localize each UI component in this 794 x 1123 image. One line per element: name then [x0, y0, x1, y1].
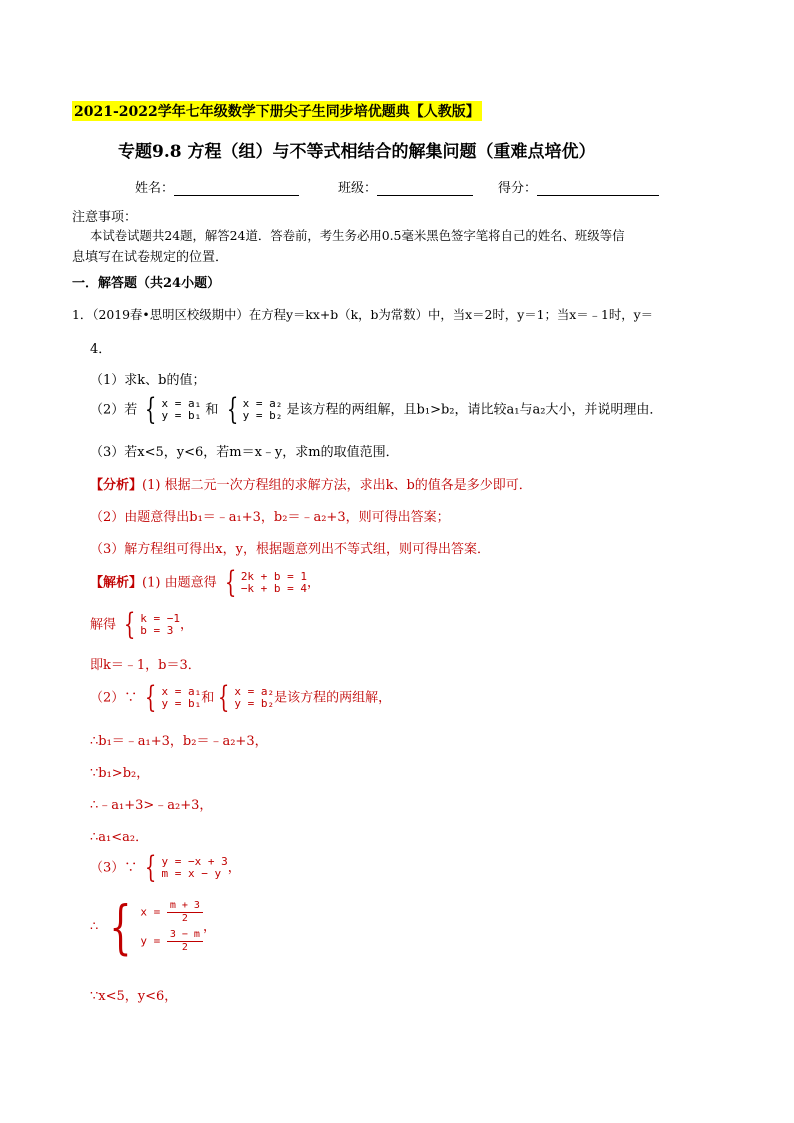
fraction-denominator: 2 [181, 942, 188, 953]
solution-text: (1) 由题意得 [142, 575, 217, 591]
class-field [338, 177, 473, 196]
analysis-line2: （2）由题意得出b₁＝﹣a₁+3，b₂＝﹣a₂+3，则可得出答案； [90, 510, 450, 525]
equation-system: { x = a₂ y = b₂ [226, 392, 283, 427]
q1-part2-prefix: （2）若 [90, 402, 138, 418]
system-row: y = b₁ [161, 409, 202, 422]
equation-system: { x = a₂ y = b₂ [218, 680, 275, 715]
solution-text: ∴ [90, 919, 99, 935]
solution-step9 [90, 850, 241, 885]
analysis-line1 [90, 474, 532, 493]
section-heading: 一．解答题（共24小题） [72, 276, 221, 291]
name-blank [174, 181, 299, 196]
equation-system: { x = a₁ y = b₁ [145, 680, 202, 715]
fraction-row-y [140, 929, 203, 954]
fraction-numerator: 3 − m [167, 929, 203, 942]
q1-part1: （1）求k、b的值； [90, 373, 206, 388]
score-label: 得分： [498, 181, 538, 196]
analysis-text1: (1) 根据二元一次方程组的求解方法，求出k、b的值各是多少即可． [142, 478, 532, 493]
system-row: m = x − y [161, 867, 222, 880]
score-blank [537, 181, 659, 196]
equation-system: { x = a₁ y = b₁ [145, 392, 202, 427]
system-row: −k + b = 4 [240, 582, 308, 595]
equation-system: { y = −x + 3 m = x − y [145, 850, 228, 885]
fraction [167, 929, 203, 954]
fraction-lhs: y = [140, 934, 161, 948]
system-row: 2k + b = 1 [240, 570, 308, 583]
system-row: y = b₁ [161, 697, 202, 710]
fraction-row-x [140, 900, 203, 925]
system-row: k = −1 [140, 612, 180, 625]
notice-heading: 注意事项： [72, 210, 138, 225]
solution-step2 [90, 607, 194, 642]
solution-text: 解得 [90, 617, 117, 633]
page-title: 专题9.8 方程（组）与不等式相结合的解集问题（重难点培优） [118, 142, 596, 162]
notice-line2: 息填写在试卷规定的位置． [72, 250, 229, 265]
solution-text: ， [227, 860, 241, 876]
q1-stem-2: 4． [90, 342, 112, 357]
solution-step11: ∵x<5，y<6， [90, 989, 178, 1004]
q1-stem-1: 1．（2019春•思明区校级期中）在方程y＝kx+b（k，b为常数）中，当x＝2时，y＝1；当x＝﹣1时，y＝ [72, 307, 654, 322]
solution-step7: ∴﹣a₁+3>﹣a₂+3， [90, 798, 213, 813]
system-row: y = b₂ [234, 697, 275, 710]
system-row: x = a₂ [234, 685, 275, 698]
solution-step10 [90, 893, 216, 961]
q1-part2 [90, 392, 663, 427]
q1-part3: （3）若x<5，y<6，若m＝x﹣y，求m的取值范围． [90, 445, 399, 460]
solution-text: ， [180, 617, 194, 633]
score-field [498, 177, 659, 196]
solution-text: ， [202, 919, 216, 935]
system-row: x = a₂ [242, 397, 283, 410]
solution-tag: 【解析】 [90, 575, 143, 591]
fraction-denominator: 2 [181, 913, 188, 924]
solution-text: 是该方程的两组解， [274, 690, 392, 706]
system-row: y = −x + 3 [161, 855, 228, 868]
system-row: x = a₁ [161, 685, 202, 698]
solution-step6: ∵b₁>b₂， [90, 766, 150, 781]
class-blank [377, 181, 473, 196]
fraction-numerator: m + 3 [167, 900, 203, 913]
name-field [135, 177, 299, 196]
q1-part2-and: 和 [205, 402, 219, 418]
solution-text: （3）∵ [90, 860, 138, 876]
equation-system: { x = $\frac{m + 3}{2}$ y = $\frac{3 - m}{2}$ [102, 898, 203, 956]
solution-step3: 即k＝﹣1，b＝3． [90, 658, 201, 673]
system-row: y = b₂ [242, 409, 283, 422]
fraction-lhs: x = [140, 905, 161, 919]
analysis-line3: （3）解方程组可得出x，y，根据题意列出不等式组，则可得出答案． [90, 542, 490, 557]
solution-step8: ∴a₁<a₂． [90, 830, 149, 845]
solution-step4 [90, 680, 392, 715]
solution-text: ， [307, 575, 321, 591]
q1-part2-suffix: 是该方程的两组解，且b₁>b₂，请比较a₁与a₂大小，并说明理由． [286, 402, 663, 418]
solution-text: 和 [201, 690, 215, 706]
analysis-tag: 【分析】 [90, 478, 143, 493]
banner: 2021-2022学年七年级数学下册尖子生同步培优题典【人教版】 [72, 101, 482, 121]
system-row: x = a₁ [161, 397, 202, 410]
solution-text: （2）∵ [90, 690, 138, 706]
equation-system: { 2k + b = 1 −k + b = 4 [224, 565, 308, 600]
class-label: 班级： [338, 181, 378, 196]
solution-step5: ∴b₁＝﹣a₁+3，b₂＝﹣a₂+3， [90, 734, 268, 749]
solution-step1 [90, 565, 321, 600]
notice-line1: 本试卷试题共24题，解答24道．答卷前，考生务必用0.5毫米黑色签字笔将自己的姓名、班级等信 [90, 228, 625, 243]
equation-system: { k = −1 b = 3 [123, 607, 180, 642]
name-label: 姓名： [135, 181, 175, 196]
system-row: b = 3 [140, 624, 174, 637]
fraction [167, 900, 203, 925]
